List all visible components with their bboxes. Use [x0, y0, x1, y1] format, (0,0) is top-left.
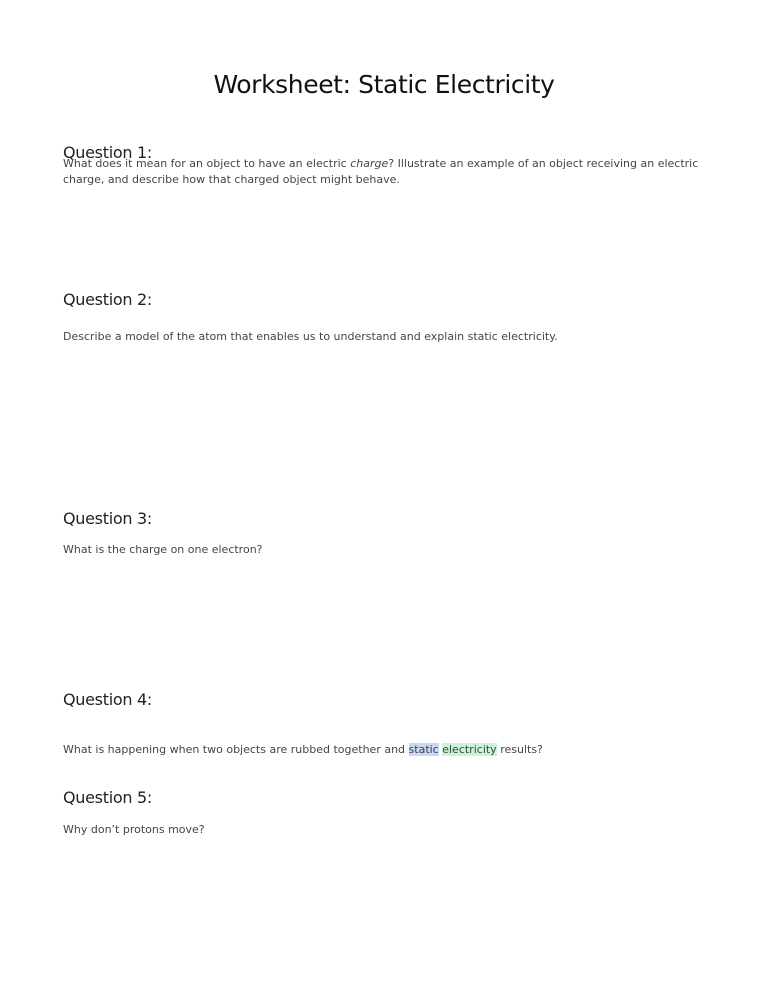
question-4-heading: Question 4:	[63, 690, 152, 709]
highlight-electricity[interactable]: electricity	[442, 743, 497, 756]
question-2-text: Describe a model of the atom that enables us to understand and explain static electricity.	[63, 330, 558, 343]
question-1-text-after: ? Illustrate an example of an object receiving an electric charge, and describe how that charged object might behave.	[63, 157, 699, 186]
question-2-heading: Question 2:	[63, 290, 152, 309]
question-1-italic-term: charge	[350, 157, 389, 170]
question-1-text	[63, 156, 713, 188]
page-title: Worksheet: Static Electricity	[213, 70, 555, 99]
question-4-text-before: What is happening when two objects are rubbed together and	[63, 743, 409, 756]
question-4-text-after: results?	[496, 743, 543, 756]
question-3-text: What is the charge on one electron?	[63, 543, 263, 556]
question-3-heading: Question 3:	[63, 509, 152, 528]
question-1-heading: Question 1:	[63, 143, 152, 162]
question-4-text	[63, 742, 713, 758]
question-5-text: Why don’t protons move?	[63, 823, 205, 836]
highlight-static[interactable]: static	[408, 743, 439, 756]
question-5-heading: Question 5:	[63, 788, 152, 807]
question-1-text-before: What does it mean for an object to have an electric	[63, 157, 351, 170]
